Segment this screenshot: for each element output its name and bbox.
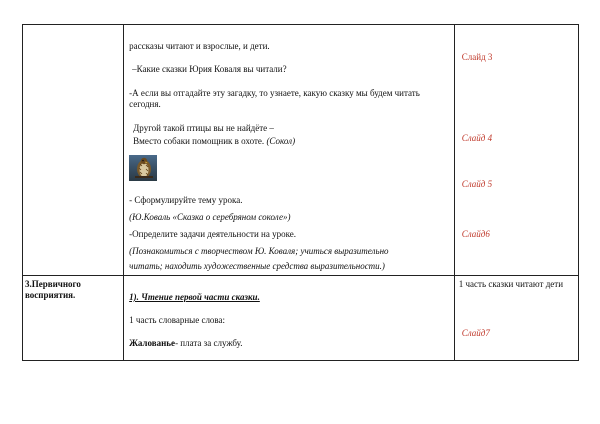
slide-label: Слайд6 xyxy=(461,229,490,239)
slide-label: Слайд 3 xyxy=(461,52,493,62)
section-heading: 1). Чтение первой части сказки. xyxy=(129,292,260,302)
table-row xyxy=(23,276,579,361)
vocabulary-definition: - плата за службу. xyxy=(175,338,243,348)
content-cell xyxy=(124,276,455,361)
slide-label: Слайд7 xyxy=(461,328,490,338)
slide-label: Слайд 5 xyxy=(461,179,493,189)
riddle-line: Вместо собаки помощник в охоте. (Сокол) xyxy=(133,136,296,146)
text-line: читать; находить художественные средства выразительности.) xyxy=(129,261,385,271)
text-line: (Ю.Коваль «Сказка о серебряном соколе») xyxy=(129,212,291,222)
slide-label: Слайд 4 xyxy=(461,133,493,143)
table-row xyxy=(23,25,579,276)
activity-note: 1 часть сказки читают дети xyxy=(458,279,564,289)
vocabulary-term: Жалованье xyxy=(129,338,176,348)
riddle-answer: (Сокол) xyxy=(266,136,296,146)
slide-cell xyxy=(454,276,578,361)
stage-label: 3.Первичного восприятия. xyxy=(25,279,81,300)
vocabulary-line xyxy=(129,338,242,349)
text-line: 1 часть словарные слова: xyxy=(129,315,226,325)
content-cell xyxy=(124,25,455,276)
text-line: - Сформулируйте тему урока. xyxy=(129,195,243,205)
text-line: -А если вы отгадайте эту загадку, то узнаете, какую сказку мы будем читать xyxy=(129,88,420,98)
text-line: –Какие сказки Юрия Коваля вы читали? xyxy=(132,64,287,74)
stage-cell xyxy=(23,276,124,361)
text-line: -Определите задачи деятельности на уроке. xyxy=(129,229,297,239)
text-line: рассказы читают и взрослые, и дети. xyxy=(129,41,270,51)
slide-cell xyxy=(454,25,578,276)
text-line: (Познакомиться с творчеством Ю. Коваля; учиться выразительно xyxy=(129,246,389,256)
stage-cell xyxy=(23,25,124,276)
falcon-image xyxy=(129,155,157,181)
riddle-line: Другой такой птицы вы не найдёте – xyxy=(133,123,274,133)
lesson-table xyxy=(22,24,579,361)
falcon-icon xyxy=(129,155,157,181)
text-line: сегодня. xyxy=(129,99,161,109)
